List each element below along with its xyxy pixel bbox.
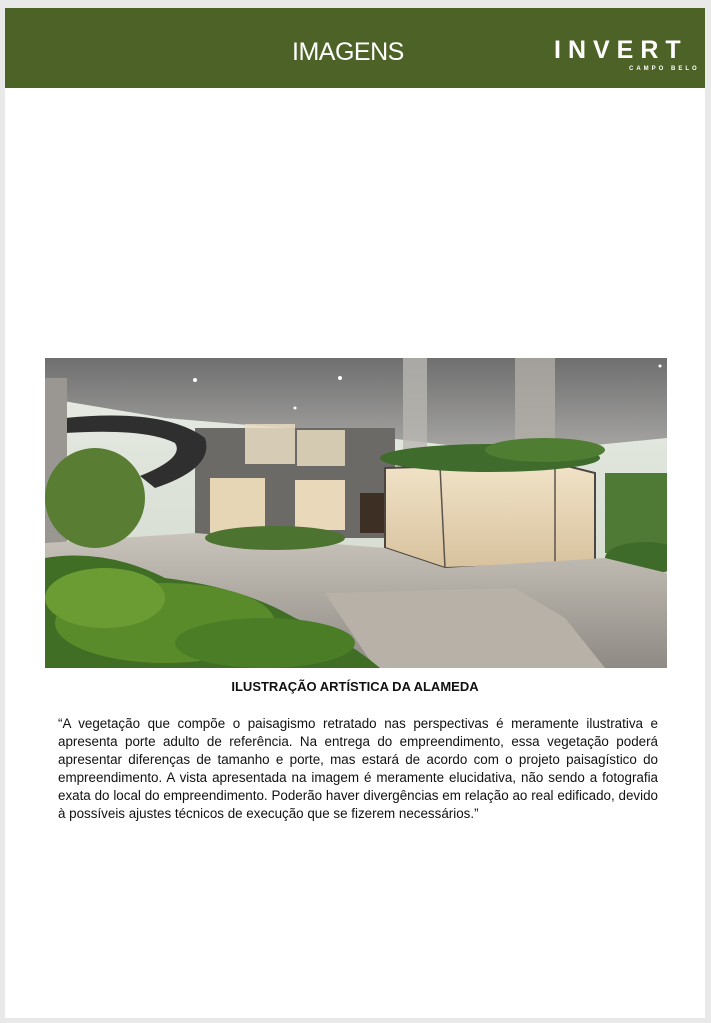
image-caption: ILUSTRAÇÃO ARTÍSTICA DA ALAMEDA: [231, 679, 479, 694]
logo-subtitle: CAMPO BELO: [629, 66, 700, 72]
page-header: [5, 8, 705, 88]
document-page: [5, 8, 705, 1018]
disclaimer-paragraph: “A vegetação que compõe o paisagismo retratado nas perspectivas é meramente ilustrativa e apresenta porte adulto de referência. Na entrega do empreendimento, essa vegetação poderá apresentar diferenças de tamanho e porte, mas estará de acordo com o projeto paisagístico do empreendimento. A vista apresentada na imagem é meramente elucidativa, não sendo a fotografia exata do local do empreendimento. Poderão haver divergências em relação ao real edificado, devido à possíveis ajustes técnicos de execução que se fizerem necessários.”: [58, 716, 658, 821]
alameda-illustration: [45, 358, 667, 668]
logo-wordmark: INVERT: [554, 36, 688, 64]
invert-logo: [554, 36, 700, 76]
page-title: IMAGENS: [292, 38, 404, 66]
